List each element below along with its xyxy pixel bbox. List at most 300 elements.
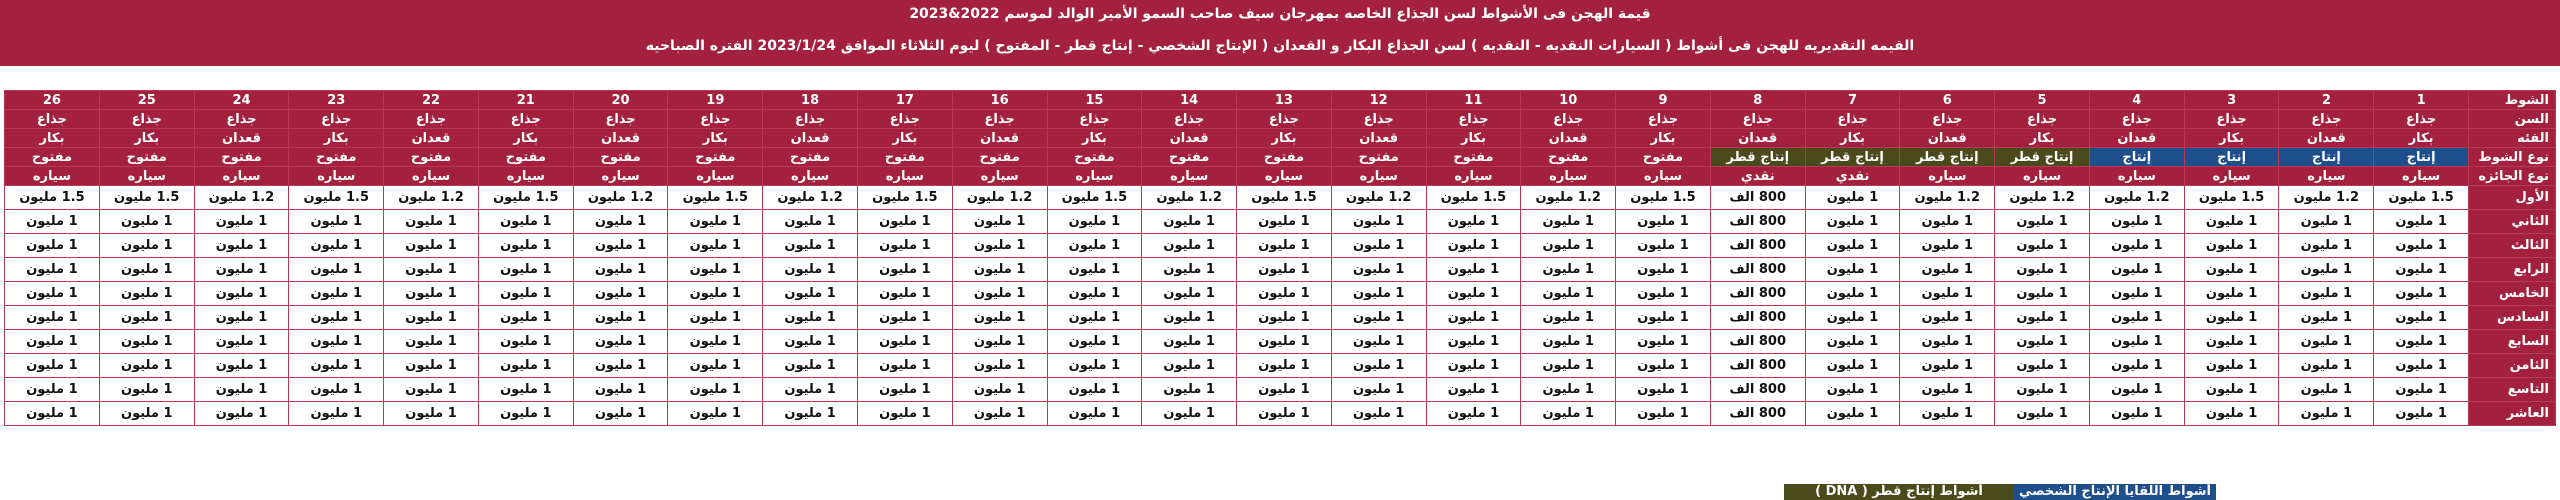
prize-value-cell: 1 مليون [1142,282,1237,306]
rank-label: الثامن [2469,354,2556,378]
prize-value-cell: 1 مليون [194,306,289,330]
prize-value-cell: 1 مليون [1237,282,1332,306]
header-row-race-type [5,148,2556,167]
table-row [5,186,2556,210]
prize-value-cell: 1 مليون [99,306,194,330]
race-number-cell: 25 [99,91,194,110]
prize-value-cell: 1 مليون [5,354,100,378]
prize-value-cell: 1 مليون [1142,378,1237,402]
prize-value-cell: 800 الف [1710,186,1805,210]
prize-type-cell: سياره [1142,167,1237,186]
prize-value-cell: 1 مليون [2089,306,2184,330]
prize-type-cell: سياره [2279,167,2374,186]
race-class-cell: قعدان [1142,129,1237,148]
prize-value-cell: 1 مليون [99,258,194,282]
rank-label: الرابع [2469,258,2556,282]
prize-value-cell: 800 الف [1710,258,1805,282]
prize-value-cell: 1.5 مليون [289,186,384,210]
race-type-cell: إنتاج [2184,148,2279,167]
prize-value-cell: 1 مليون [2184,378,2279,402]
prize-value-cell: 1 مليون [1805,282,1900,306]
prize-value-cell: 1 مليون [2184,234,2279,258]
prize-type-cell: سياره [1995,167,2090,186]
prize-value-cell: 1 مليون [478,282,573,306]
prize-value-cell: 1 مليون [952,402,1047,426]
prize-value-cell: 1 مليون [2089,378,2184,402]
prize-value-cell: 1 مليون [573,210,668,234]
prize-value-cell: 1 مليون [99,402,194,426]
race-number-cell: 3 [2184,91,2279,110]
prize-value-cell: 1 مليون [1331,258,1426,282]
prize-value-cell: 1 مليون [384,210,479,234]
prize-value-cell: 1.2 مليون [952,186,1047,210]
prize-type-cell: سياره [2089,167,2184,186]
prize-value-cell: 1.5 مليون [1237,186,1332,210]
prize-value-cell: 1 مليون [1521,282,1616,306]
prize-value-cell: 1 مليون [289,210,384,234]
prize-value-cell: 1 مليون [2089,210,2184,234]
race-type-cell: مفتوح [1521,148,1616,167]
race-age-cell: جذاع [573,110,668,129]
prize-value-cell: 1 مليون [1331,402,1426,426]
prize-value-cell: 1 مليون [1521,354,1616,378]
race-age-cell: جذاع [1805,110,1900,129]
prize-value-cell: 1 مليون [289,282,384,306]
prize-value-cell: 1 مليون [2184,282,2279,306]
race-age-cell: جذاع [5,110,100,129]
prize-value-cell: 1 مليون [1900,354,1995,378]
prize-value-cell: 1 مليون [573,402,668,426]
race-age-cell: جذاع [99,110,194,129]
prize-value-cell: 1 مليون [1047,210,1142,234]
race-class-cell: بكار [478,129,573,148]
prize-value-cell: 1 مليون [1900,402,1995,426]
prize-type-cell: سياره [2374,167,2469,186]
prize-value-cell: 1 مليون [1426,210,1521,234]
prize-value-cell: 1 مليون [1047,306,1142,330]
prize-value-cell: 1 مليون [2184,306,2279,330]
race-type-cell: مفتوح [1237,148,1332,167]
prize-value-cell: 1 مليون [1521,210,1616,234]
prize-value-cell: 1 مليون [1616,354,1711,378]
prize-value-cell: 1 مليون [2089,234,2184,258]
prize-value-cell: 1 مليون [2374,354,2469,378]
prize-value-cell: 1 مليون [5,282,100,306]
race-type-cell: مفتوح [763,148,858,167]
race-class-cell: بكار [1805,129,1900,148]
prize-value-cell: 1.2 مليون [2089,186,2184,210]
prize-value-cell: 1 مليون [1616,234,1711,258]
prize-value-cell: 1 مليون [384,282,479,306]
race-number-cell: 11 [1426,91,1521,110]
race-class-cell: قعدان [2279,129,2374,148]
prize-value-cell: 1 مليون [2184,354,2279,378]
prize-value-cell: 1 مليون [2279,354,2374,378]
prize-value-cell: 1 مليون [1047,234,1142,258]
prize-value-cell: 1 مليون [952,258,1047,282]
prize-value-cell: 1 مليون [1521,402,1616,426]
prize-type-cell: سياره [952,167,1047,186]
prize-value-cell: 1.5 مليون [668,186,763,210]
prize-value-cell: 1 مليون [573,378,668,402]
page-title: قيمة الهجن فى الأشواط لسن الجذاع الخاصه بمهرجان سيف صاحب السمو الأمير الوالد لموسم 2022&2023 [909,6,1651,22]
prize-value-cell: 1 مليون [1616,210,1711,234]
prize-value-cell: 1 مليون [573,234,668,258]
prize-value-cell: 1 مليون [194,354,289,378]
table-row [5,282,2556,306]
race-number-cell: 20 [573,91,668,110]
prize-type-cell: سياره [573,167,668,186]
race-number-cell: 18 [763,91,858,110]
prize-value-cell: 1 مليون [1616,282,1711,306]
prize-value-cell: 1 مليون [99,378,194,402]
prize-value-cell: 1 مليون [857,402,952,426]
race-age-cell: جذاع [763,110,858,129]
prize-value-cell: 1.5 مليون [1047,186,1142,210]
title-banner [0,0,2560,66]
race-class-cell: بكار [289,129,384,148]
race-type-cell: إنتاج قطر [1995,148,2090,167]
prize-value-cell: 1 مليون [478,378,573,402]
prize-value-cell: 1 مليون [1047,378,1142,402]
prize-value-cell: 1 مليون [952,210,1047,234]
race-class-cell: قعدان [2089,129,2184,148]
prize-value-cell: 1 مليون [1331,234,1426,258]
prize-value-cell: 1 مليون [1900,330,1995,354]
prize-value-cell: 1 مليون [1047,282,1142,306]
prize-value-cell: 1 مليون [1047,258,1142,282]
race-type-cell: إنتاج قطر [1900,148,1995,167]
race-type-cell: إنتاج قطر [1710,148,1805,167]
race-type-cell: مفتوح [857,148,952,167]
race-class-cell: قعدان [1900,129,1995,148]
prize-value-cell: 1 مليون [1142,330,1237,354]
prize-value-cell: 1 مليون [1900,210,1995,234]
prize-value-cell: 1 مليون [2279,234,2374,258]
prize-value-cell: 1 مليون [2374,282,2469,306]
prize-value-cell: 1 مليون [1237,210,1332,234]
prize-value-cell: 1 مليون [2279,378,2374,402]
prize-type-cell: سياره [763,167,858,186]
prize-value-cell: 1 مليون [1142,402,1237,426]
prize-value-cell: 1 مليون [668,282,763,306]
prize-value-cell: 1 مليون [1616,402,1711,426]
prize-value-cell: 1 مليون [952,330,1047,354]
race-age-cell: جذاع [1237,110,1332,129]
prize-value-cell: 1 مليون [573,330,668,354]
prize-type-cell: سياره [1047,167,1142,186]
prize-value-cell: 1.2 مليون [1331,186,1426,210]
race-class-cell: قعدان [952,129,1047,148]
prize-value-cell: 1 مليون [1900,258,1995,282]
race-number-cell: 4 [2089,91,2184,110]
prize-value-cell: 1 مليون [952,354,1047,378]
prize-value-cell: 1.5 مليون [2184,186,2279,210]
prize-value-cell: 800 الف [1710,282,1805,306]
prize-value-cell: 1.5 مليون [857,186,952,210]
prize-value-cell: 1.5 مليون [1616,186,1711,210]
race-number-cell: 16 [952,91,1047,110]
prize-value-cell: 1 مليون [194,210,289,234]
prize-value-cell: 1 مليون [1616,258,1711,282]
prize-value-cell: 1 مليون [1995,282,2090,306]
prize-type-cell: سياره [1237,167,1332,186]
prize-value-cell: 1 مليون [1237,378,1332,402]
prize-value-cell: 1 مليون [289,258,384,282]
prize-value-cell: 1 مليون [1616,330,1711,354]
prize-value-cell: 1 مليون [194,258,289,282]
prize-value-cell: 1 مليون [289,378,384,402]
prize-value-cell: 1 مليون [1521,234,1616,258]
race-age-cell: جذاع [1331,110,1426,129]
rank-label: الثاني [2469,210,2556,234]
race-age-cell: جذاع [1710,110,1805,129]
prize-value-cell: 1 مليون [857,330,952,354]
prize-value-cell: 1 مليون [1237,234,1332,258]
prize-value-cell: 1 مليون [2089,402,2184,426]
race-number-cell: 13 [1237,91,1332,110]
prize-value-cell: 800 الف [1710,378,1805,402]
prize-value-cell: 1 مليون [384,234,479,258]
prize-value-cell: 1 مليون [2184,330,2279,354]
race-age-cell: جذاع [478,110,573,129]
race-number-cell: 2 [2279,91,2374,110]
prize-value-cell: 1 مليون [1237,306,1332,330]
prize-value-cell: 1 مليون [194,234,289,258]
race-type-cell: إنتاج [2374,148,2469,167]
prize-value-cell: 1 مليون [1047,330,1142,354]
prize-value-cell: 1.2 مليون [2279,186,2374,210]
prize-value-cell: 1 مليون [194,402,289,426]
header-row-race-age [5,110,2556,129]
prize-value-cell: 1.5 مليون [2374,186,2469,210]
prize-value-cell: 800 الف [1710,330,1805,354]
prize-value-cell: 1 مليون [763,378,858,402]
prize-value-cell: 1 مليون [2089,330,2184,354]
prize-type-cell: نقدي [1710,167,1805,186]
prize-type-cell: سياره [478,167,573,186]
prize-value-cell: 1 مليون [5,210,100,234]
prize-value-cell: 1 مليون [1331,210,1426,234]
prize-type-cell: سياره [384,167,479,186]
race-class-cell: بكار [1426,129,1521,148]
race-class-cell: بكار [1237,129,1332,148]
race-type-cell: مفتوح [668,148,763,167]
prize-value-cell: 1 مليون [99,354,194,378]
prize-value-cell: 1.2 مليون [1900,186,1995,210]
race-age-cell: جذاع [668,110,763,129]
prize-value-cell: 1 مليون [2279,402,2374,426]
race-number-cell: 8 [1710,91,1805,110]
race-age-cell: جذاع [1047,110,1142,129]
prize-type-cell: سياره [194,167,289,186]
footer-personal-production: أشواط اللقايا الإنتاج الشخصي [2014,484,2216,500]
race-type-cell: إنتاج قطر [1805,148,1900,167]
table-row [5,354,2556,378]
race-age-cell: جذاع [857,110,952,129]
race-number-cell: 10 [1521,91,1616,110]
race-number-cell: 14 [1142,91,1237,110]
prize-value-cell: 1 مليون [384,354,479,378]
prize-value-cell: 1 مليون [1805,234,1900,258]
prize-value-cell: 1 مليون [1331,306,1426,330]
prize-value-cell: 1 مليون [5,258,100,282]
prize-value-cell: 1 مليون [1805,354,1900,378]
race-class-cell: قعدان [194,129,289,148]
prize-value-cell: 1 مليون [763,210,858,234]
prize-value-cell: 1 مليون [289,402,384,426]
prize-value-cell: 1 مليون [763,402,858,426]
race-type-cell: مفتوح [1426,148,1521,167]
race-type-cell: مفتوح [1616,148,1711,167]
prize-type-cell: سياره [99,167,194,186]
prize-value-cell: 1 مليون [1995,378,2090,402]
race-number-cell: 23 [289,91,384,110]
race-number-cell: 6 [1900,91,1995,110]
race-type-cell: إنتاج [2089,148,2184,167]
prize-type-cell: سياره [1900,167,1995,186]
rank-label: السابع [2469,330,2556,354]
race-number-cell: 12 [1331,91,1426,110]
prize-value-cell: 800 الف [1710,354,1805,378]
prize-type-cell: سياره [5,167,100,186]
prize-value-cell: 1 مليون [668,402,763,426]
race-type-cell: مفتوح [952,148,1047,167]
header-row-race-number [5,91,2556,110]
prize-value-cell: 1 مليون [668,258,763,282]
prize-value-cell: 1 مليون [668,210,763,234]
prize-value-cell: 1 مليون [99,282,194,306]
prize-value-cell: 1 مليون [573,258,668,282]
prize-value-cell: 1.5 مليون [478,186,573,210]
rank-label: التاسع [2469,378,2556,402]
prize-value-cell: 1 مليون [1426,234,1521,258]
prize-value-cell: 1 مليون [1805,306,1900,330]
prize-value-cell: 1 مليون [1995,402,2090,426]
prize-value-cell: 1 مليون [952,306,1047,330]
prize-type-cell: سياره [2184,167,2279,186]
prize-value-cell: 1 مليون [1805,210,1900,234]
prize-value-cell: 1 مليون [1900,378,1995,402]
prize-value-cell: 1 مليون [1521,330,1616,354]
prize-value-cell: 1 مليون [2089,282,2184,306]
prize-value-cell: 1 مليون [384,258,479,282]
prize-value-cell: 1 مليون [1142,210,1237,234]
race-class-cell: بكار [1995,129,2090,148]
race-type-cell: مفتوح [1047,148,1142,167]
prize-value-cell: 1 مليون [1426,306,1521,330]
rank-label: العاشر [2469,402,2556,426]
prize-value-cell: 1 مليون [1237,330,1332,354]
race-class-cell: بكار [857,129,952,148]
prize-value-cell: 1 مليون [2279,210,2374,234]
race-class-cell: بكار [1047,129,1142,148]
race-class-cell: بكار [1616,129,1711,148]
prize-value-cell: 1 مليون [857,210,952,234]
prize-value-cell: 1 مليون [668,354,763,378]
prize-value-cell: 1 مليون [2089,354,2184,378]
table-row [5,378,2556,402]
header-label-race-number: الشوط [2469,91,2556,110]
race-type-cell: مفتوح [384,148,479,167]
prize-value-cell: 1 مليون [1900,282,1995,306]
prize-value-cell: 1 مليون [1142,354,1237,378]
header-row-race-class [5,129,2556,148]
prize-value-cell: 1 مليون [5,234,100,258]
race-type-cell: مفتوح [573,148,668,167]
race-number-cell: 15 [1047,91,1142,110]
prize-value-cell: 1 مليون [1805,258,1900,282]
race-number-cell: 1 [2374,91,2469,110]
header-label-race-age: السن [2469,110,2556,129]
prize-value-cell: 1 مليون [952,282,1047,306]
prize-value-cell: 1 مليون [857,306,952,330]
prize-value-cell: 1 مليون [289,330,384,354]
race-type-cell: مفتوح [1331,148,1426,167]
race-age-cell: جذاع [1995,110,2090,129]
prize-value-cell: 1 مليون [2279,306,2374,330]
rank-label: الثالث [2469,234,2556,258]
prize-type-cell: سياره [1426,167,1521,186]
race-age-cell: جذاع [289,110,384,129]
rank-label: السادس [2469,306,2556,330]
race-age-cell: جذاع [2089,110,2184,129]
table-row [5,234,2556,258]
prize-value-cell: 1 مليون [2279,330,2374,354]
race-type-cell: مفتوح [99,148,194,167]
prize-value-cell: 1 مليون [1047,402,1142,426]
prize-value-cell: 1 مليون [2279,282,2374,306]
prize-value-cell: 1 مليون [1995,258,2090,282]
race-age-cell: جذاع [1900,110,1995,129]
prize-value-cell: 1 مليون [2374,210,2469,234]
rank-label: الخامس [2469,282,2556,306]
race-class-cell: قعدان [763,129,858,148]
prize-value-cell: 1 مليون [857,282,952,306]
prize-value-cell: 800 الف [1710,402,1805,426]
race-number-cell: 19 [668,91,763,110]
prize-value-cell: 1 مليون [1805,378,1900,402]
prize-value-cell: 1 مليون [763,354,858,378]
race-age-cell: جذاع [1616,110,1711,129]
race-type-cell: مفتوح [1142,148,1237,167]
prize-value-cell: 1 مليون [763,234,858,258]
prize-value-cell: 1 مليون [384,306,479,330]
prize-value-cell: 1.2 مليون [763,186,858,210]
prize-value-cell: 1 مليون [1142,306,1237,330]
prize-value-cell: 1 مليون [99,234,194,258]
prize-value-cell: 1.2 مليون [1995,186,2090,210]
race-age-cell: جذاع [1426,110,1521,129]
race-number-cell: 17 [857,91,952,110]
prize-type-cell: سياره [1616,167,1711,186]
race-number-cell: 7 [1805,91,1900,110]
prize-value-cell: 1 مليون [1995,234,2090,258]
prize-value-cell: 1 مليون [668,378,763,402]
race-age-cell: جذاع [1142,110,1237,129]
race-age-cell: جذاع [952,110,1047,129]
prize-value-cell: 1 مليون [2184,210,2279,234]
race-age-cell: جذاع [2184,110,2279,129]
prize-value-cell: 1 مليون [478,258,573,282]
prize-value-cell: 1 مليون [857,258,952,282]
race-class-cell: قعدان [1331,129,1426,148]
prize-value-cell: 1 مليون [763,330,858,354]
prize-value-cell: 1 مليون [1237,258,1332,282]
race-age-cell: جذاع [2279,110,2374,129]
prize-value-cell: 1 مليون [857,234,952,258]
race-number-cell: 9 [1616,91,1711,110]
